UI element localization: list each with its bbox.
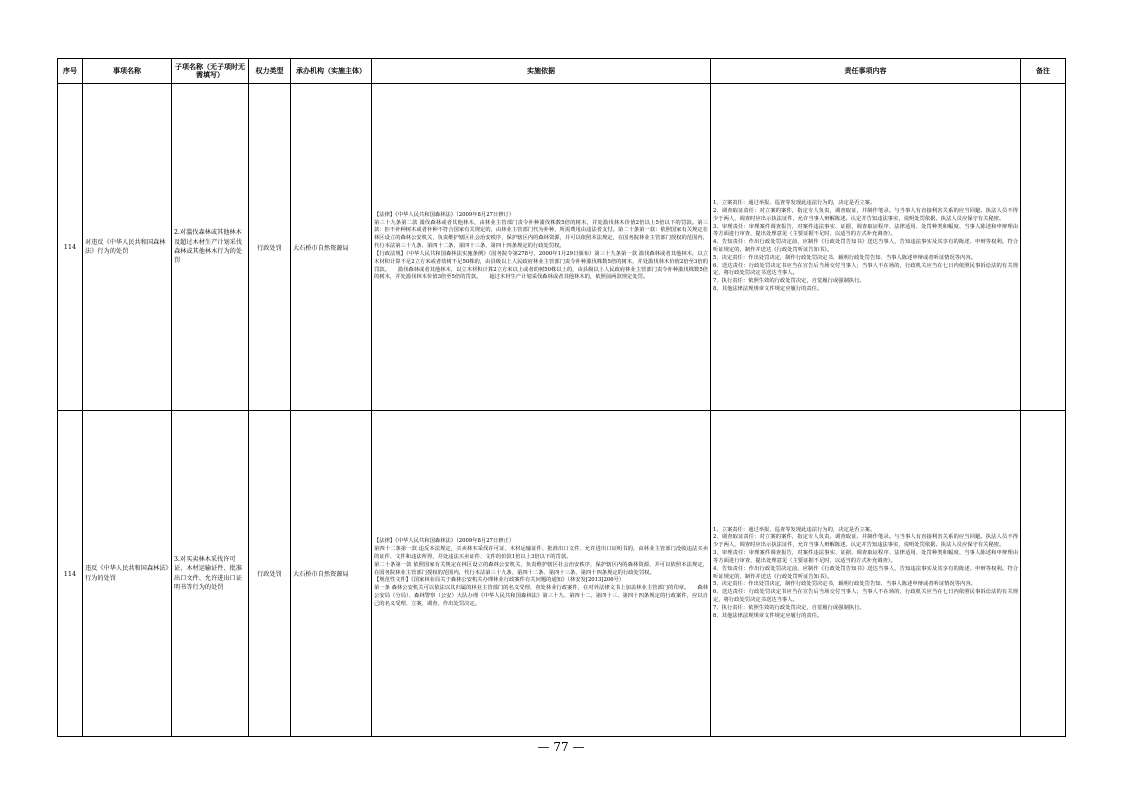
header-note: 备注 <box>1021 59 1066 84</box>
table-row <box>58 84 1066 411</box>
basis-paragraph: 第四十二条第一款 违反本法规定，买卖林木采伐许可证、木材运输证件、批准出口文件、允许进出口证明书的，由林业主管部门没收违法买卖的证件、文件和违法所得，并处违法买卖证件、文件的价款1倍以上3倍以下的罚款。 <box>374 546 708 560</box>
basis-paragraph: 【行政法规】《中华人民共和国森林法实施条例》（国务院令第278号，2000年1月29日颁布）第三十九条第一款 滥伐森林或者其他林木，以立木材积计算不足2立方米或者幼树不足50株的，由县级以上人民政府林业主管部门责令补种滥伐株数5倍的树木，并处滥伐林木价值2倍至3倍的罚款。 滥伐森林或者其他林木，以立木材积计算2立方米以上或者幼树50株以上的，由县级以上人民政府林业主管部门责令补种滥伐株数5倍的树木，并处滥伐林木价值3倍至5倍的罚款。 超过木材生产计划采伐森林或者其他林木的，依照前两款规定处罚。 <box>374 250 708 281</box>
table-row <box>58 411 1066 737</box>
cell-type: 行政处罚 <box>249 411 291 737</box>
cell-name: 对违反《中华人民共和国森林法》行为的处罚 <box>83 84 172 411</box>
resp-item: 8、其他法律法规规章文件规定应履行的责任。 <box>713 286 823 293</box>
cell-type: 行政处罚 <box>249 84 291 411</box>
cell-subname: 3.对买卖林木采伐许可证、木材运输证件、批准出口文件、允许进出口证明书等行为的处罚 <box>172 411 249 737</box>
resp-item: 1、立案责任：通过举报、巡查等发现此违法行为的，决定是否立案。 <box>713 200 876 207</box>
basis-paragraph: 第二十条第一款 依照国家有关规定在林区设立的森林公安机关，负责维护辖区社会治安秩序，保护辖区内的森林资源，并可以依照本法规定，在国务院林业主管部门授权的范围内，代行本法第三十九条、第四十二条、第四十三条、第四十四条规定的行政处罚权。 <box>374 561 708 576</box>
document-page <box>57 58 1065 737</box>
cell-no: 114 <box>58 411 83 737</box>
header-resp: 责任事项内容 <box>711 59 1021 84</box>
table-header-row <box>58 59 1066 84</box>
cell-subname: 2.对滥伐森林或其他林木及超过木材生产计划采伐森林或其他林木行为的处罚 <box>172 84 249 411</box>
basis-paragraph: 【法律】《中华人民共和国森林法》（2009年8月27日修正） <box>374 538 515 545</box>
header-basis: 实施依据 <box>372 59 711 84</box>
resp-item: 5、决定责任：作出处罚决定，制作行政处罚决定书，载明行政处罚告知、当事人陈述申辩或者听证情况等内容。 <box>713 581 976 588</box>
resp-item: 1、立案责任：通过举报、巡查等发现此违法行为的，决定是否立案。 <box>713 526 876 533</box>
resp-item: 4、告知责任：作出行政处罚决定前，应制作《行政处罚告知书》送达当事人，告知违法事实及其享有的陈述、申辩等权利。符合听证规定的，制作并送达《行政处罚听证告知书》。 <box>713 239 1018 253</box>
header-no: 序号 <box>58 59 83 84</box>
cell-resp <box>711 84 1021 411</box>
cell-no: 114 <box>58 84 83 411</box>
cell-resp <box>711 411 1021 737</box>
header-org: 承办机构（实施主体） <box>291 59 372 84</box>
cell-org: 大石桥市自然资源局 <box>291 411 372 737</box>
cell-note <box>1021 411 1066 737</box>
resp-item: 4、告知责任：作出行政处罚决定前，应制作《行政处罚告知书》送达当事人，告知违法事实及其享有的陈述、申辩等权利。符合听证规定的，制作并送达《行政处罚听证告知书》。 <box>713 565 1018 580</box>
resp-item: 2、调查取证责任：对立案的案件，指定专人负责，调查取证，并制作笔录。与当事人有直接利害关系的应当回避。执法人员不得少于两人，调查时应出示执法证件，允许当事人辩解陈述。认定并告知违法事实，说明处罚依据。执法人员应保守有关秘密。 <box>713 534 1018 549</box>
basis-paragraph: 【法律】《中华人民共和国森林法》（2009年8月27日修订） <box>374 211 515 218</box>
cell-name: 违反《中华人民共和国森林法》行为的处罚 <box>83 411 172 737</box>
basis-paragraph: 【规范性文件】《国家林业局关于森林公安机关办理林业行政案件有关问题的通知》（林安发[2013]206号） <box>374 577 625 584</box>
resp-item: 6、送达责任：行政处罚决定书应当在宣告后当场交付当事人；当事人不在场的，行政机关应当在七日内依照民事诉讼法的有关规定，将行政处罚决定书送达当事人。 <box>713 262 1018 277</box>
cell-basis <box>372 411 711 737</box>
page-number: — 77 — <box>537 740 585 754</box>
power-list-table <box>57 58 1066 737</box>
resp-item: 8、其他法律法规规章文件规定应履行的责任。 <box>713 612 823 619</box>
basis-paragraph: 第三十九条第二款 滥伐森林或者其他林木，由林业主管部门责令补种滥伐株数5倍的树木，并处滥伐林木价值2倍以上5倍以下的罚款。第三款：拒不补种树木或者补种不符合国家有关规定的，由林业主管部门代为补种，所需费用由违法者支付。第二十条第一款：依照国家有关规定在林区设立的森林公安机关，负责维护辖区社会治安秩序，保护辖区内的森林资源，并可以依照本法规定，在国务院林业主管部门授权的范围内，代行本法第三十九条、第四十二条、第四十三条、第四十四条规定的行政处罚权。 <box>374 219 708 250</box>
header-name: 事项名称 <box>83 59 172 84</box>
resp-item: 7、执行责任：依照生效的行政处罚决定，自觉履行或强制执行。 <box>713 604 865 611</box>
cell-org: 大石桥市自然资源局 <box>291 84 372 411</box>
resp-item: 7、执行责任：依照生效的行政处罚决定，自觉履行或强制执行。 <box>713 278 865 285</box>
cell-basis <box>372 84 711 411</box>
resp-item: 3、审理责任：审理案件调查报告，对案件违法事实、证据、调查取证程序、法律适用、处罚种类和幅度、当事人陈述和申辩理由等方面进行审查，提出处理意见（主要证据不足时，以适当的方式补充调查）。 <box>713 550 1018 564</box>
header-subname: 子项名称（无子项时无需填写） <box>172 59 249 84</box>
resp-item: 2、调查取证责任：对立案的案件，指定专人负责，调查取证，并制作笔录。与当事人有直接利害关系的应当回避。执法人员不得少于两人，调查时应出示执法证件，允许当事人辩解陈述。认定并告知违法事实，说明处罚依据。执法人员应保守有关秘密。 <box>713 207 1018 222</box>
resp-item: 3、审理责任：审理案件调查报告，对案件违法事实、证据、调查取证程序、法律适用、处罚种类和幅度、当事人陈述和申辩理由等方面进行审查，提出处理意见（主要证据不足时，以适当的方式补充调查）。 <box>713 223 1018 238</box>
resp-item: 6、送达责任：行政处罚决定书应当在宣告后当场交付当事人；当事人不在场的，行政机关应当在七日内依照民事诉讼法的有关规定，将行政处罚决定书送达当事人。 <box>713 589 1018 603</box>
resp-item: 5、决定责任：作出处罚决定，制作行政处罚决定书，载明行政处罚告知、当事人陈述申辩或者听证情况等内容。 <box>713 254 976 261</box>
cell-note <box>1021 84 1066 411</box>
header-type: 权力类型 <box>249 59 291 84</box>
basis-paragraph: 第一条 森林公安机关可以依法以其归属的林业主管部门的名义受理、查处林业行政案件，在对外法律文书上加盖林业主管部门的印章。 森林公安局（分局）、森林警察（公安）大队办理《中华人民共和国森林法》第三十九、第四十二、第四十三、第四十四条规定的行政案件，应以自己的名义受理、立案、调查、作出处罚决定。 <box>374 585 708 607</box>
